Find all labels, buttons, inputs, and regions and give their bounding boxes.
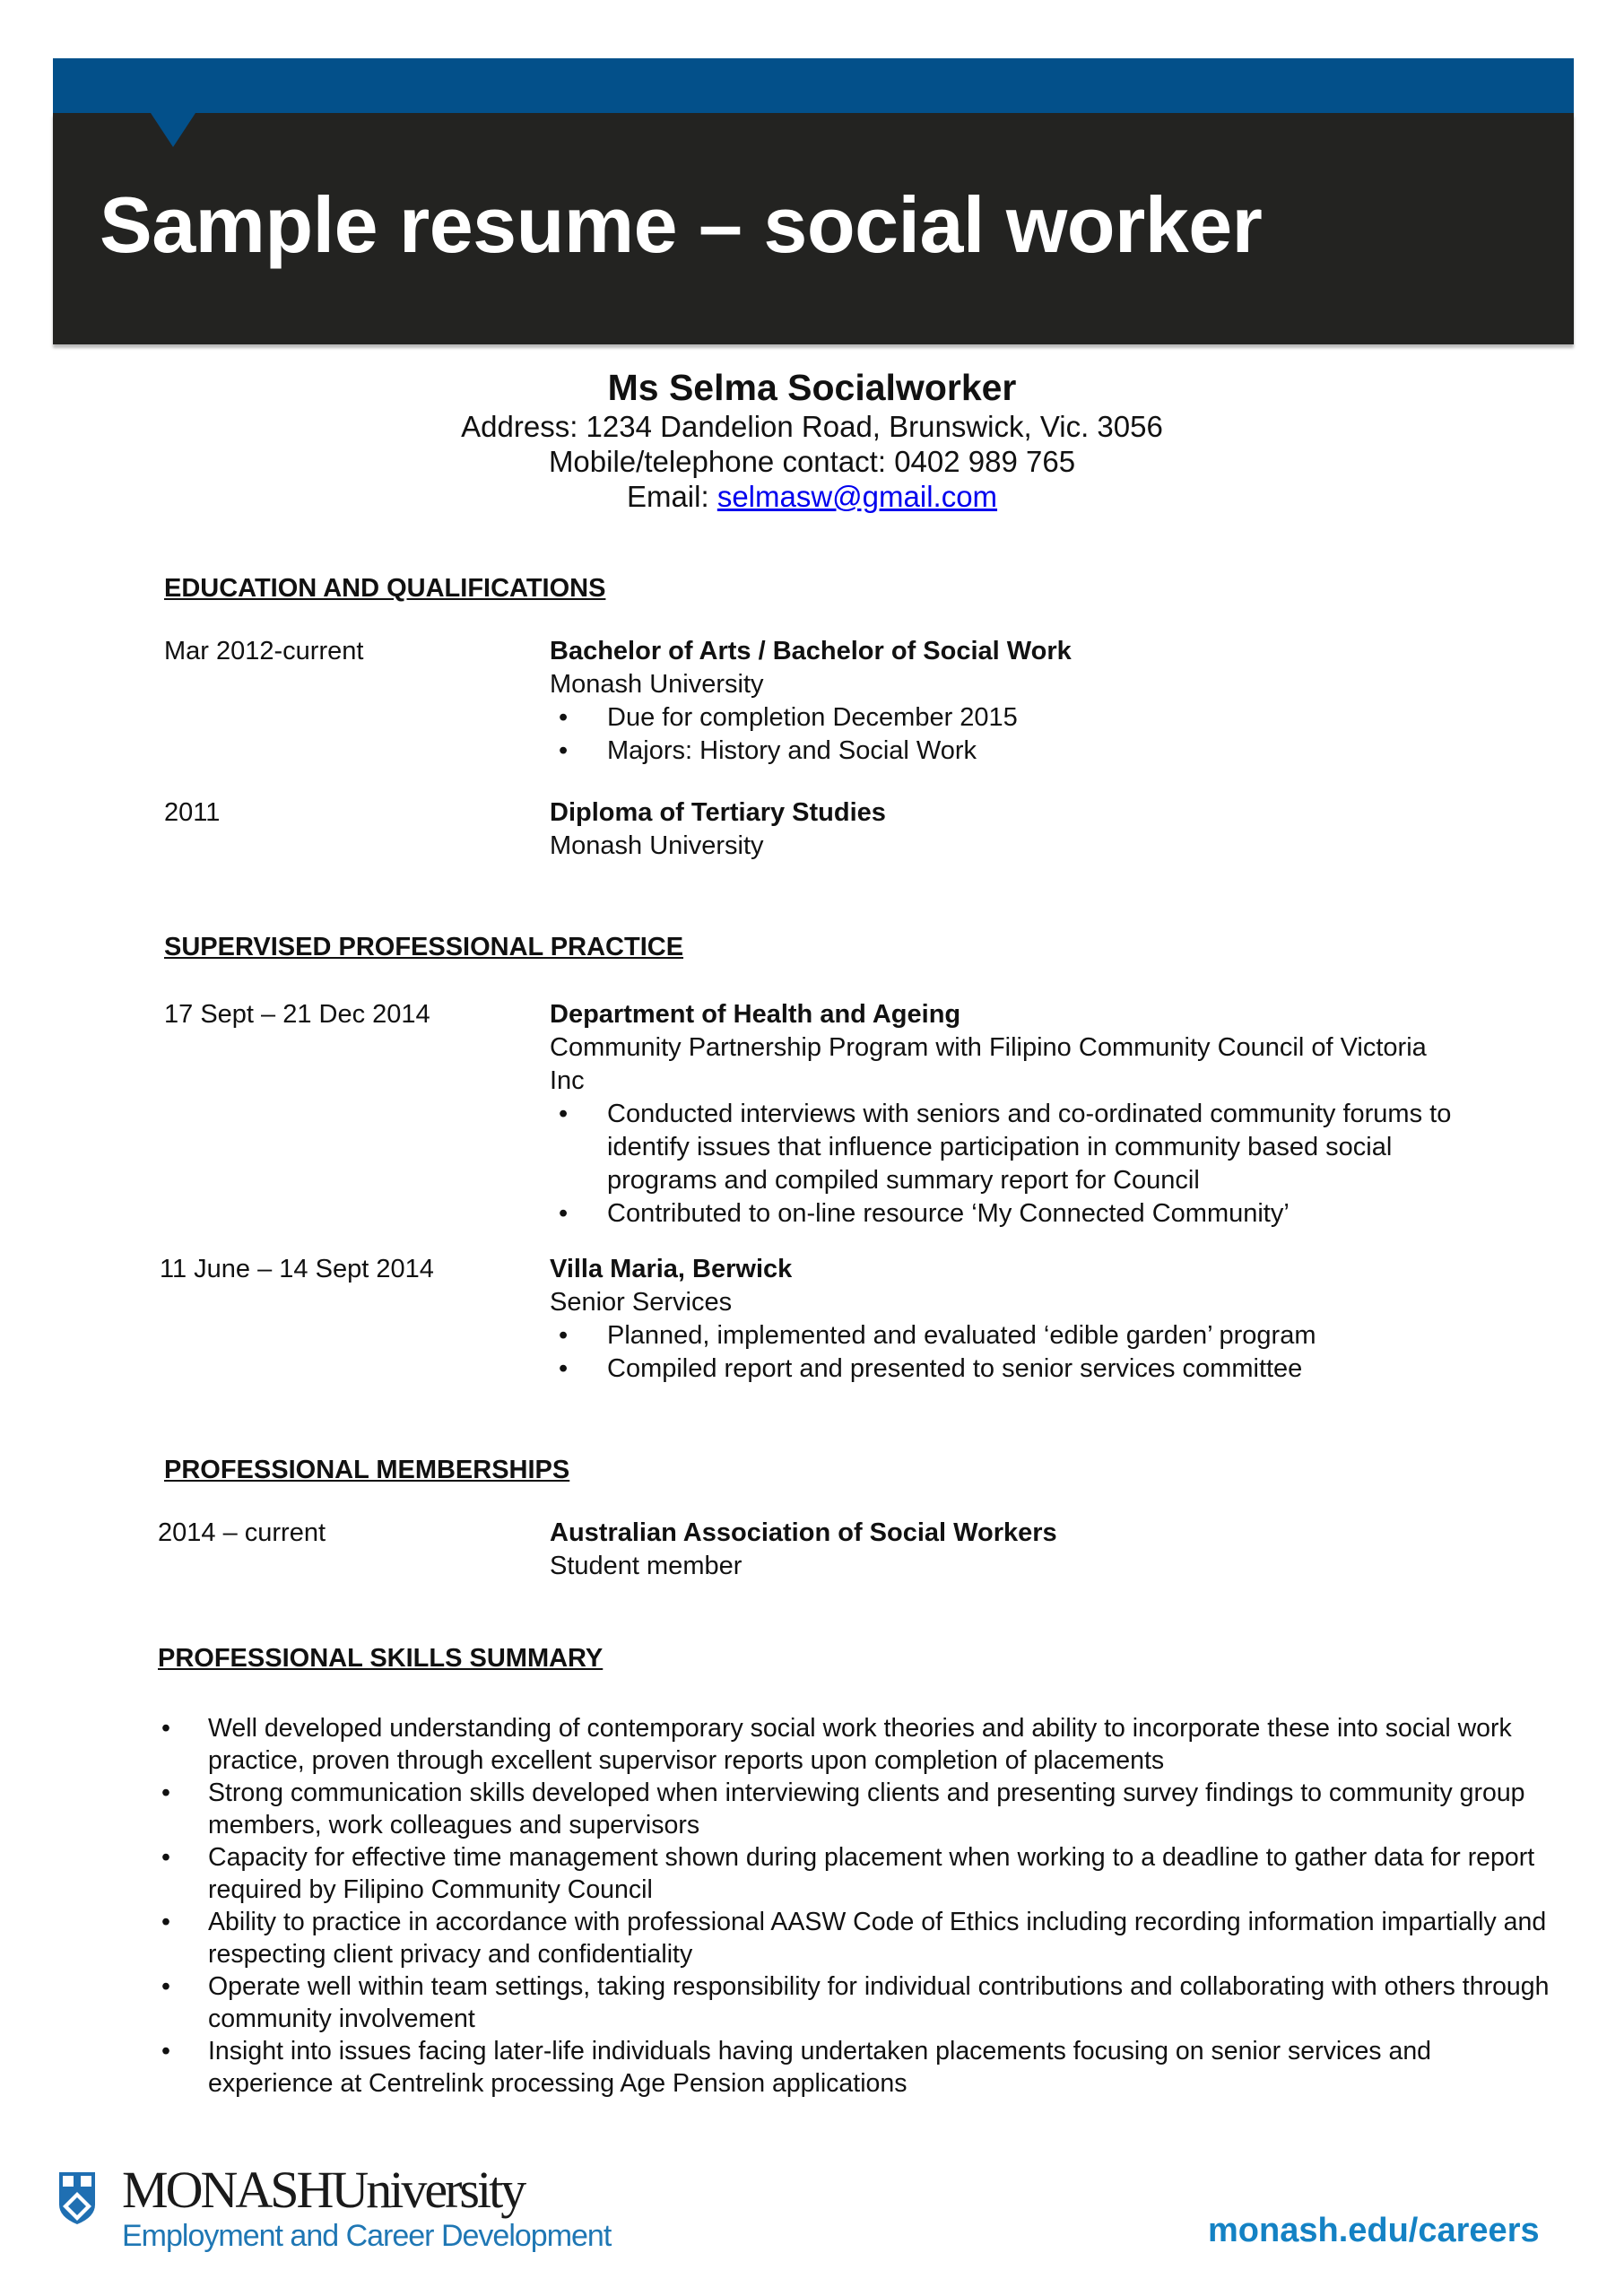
membership-entry bbox=[158, 1517, 1552, 1588]
bullet-icon: • bbox=[559, 1100, 569, 1128]
applicant-name: Ms Selma Socialworker bbox=[607, 367, 1017, 408]
list-item bbox=[550, 1098, 1482, 1197]
bullet-icon: • bbox=[161, 1972, 170, 2001]
bullet-text: Strong communication skills developed when interviewing clients and presenting survey findings to community group members, work colleagues and supervisors bbox=[208, 1779, 1525, 1839]
logo-main: MONASH bbox=[122, 2161, 332, 2219]
bullet-icon: • bbox=[161, 2037, 170, 2066]
list-item bbox=[550, 735, 1491, 768]
list-item bbox=[550, 1319, 1491, 1352]
logo-sub: University bbox=[331, 2161, 525, 2219]
entry-org: Senior Services bbox=[550, 1288, 733, 1317]
bullet-icon: • bbox=[559, 1321, 569, 1350]
bullet-icon: • bbox=[161, 1779, 170, 1807]
bullet-icon: • bbox=[161, 1714, 170, 1743]
entry-org: Community Partnership Program with Filipino Community Council of Victoria Inc bbox=[550, 1033, 1427, 1095]
bullet-text: Due for completion December 2015 bbox=[607, 703, 1018, 732]
section-heading: PROFESSIONAL SKILLS SUMMARY bbox=[158, 1644, 604, 1673]
entry-date: 2011 bbox=[164, 798, 221, 827]
bullet-icon: • bbox=[559, 1199, 569, 1228]
education-heading bbox=[164, 572, 605, 605]
phone: Mobile/telephone contact: 0402 989 765 bbox=[548, 445, 1076, 478]
memberships-heading bbox=[164, 1454, 569, 1487]
entry-date: 11 June – 14 Sept 2014 bbox=[160, 1255, 434, 1283]
practice-entry bbox=[164, 998, 1554, 1249]
bullet-text: Conducted interviews with seniors and co-ordinated community forums to identify issues that influence participation in community based social programs and compiled summary report for Council bbox=[607, 1100, 1452, 1195]
list-item bbox=[158, 2035, 1557, 2100]
practice-heading bbox=[164, 931, 683, 964]
bullet-text: Majors: History and Social Work bbox=[607, 736, 977, 765]
education-entry bbox=[164, 635, 1554, 770]
entry-title: Diploma of Tertiary Studies bbox=[550, 798, 886, 827]
entry-title: Villa Maria, Berwick bbox=[550, 1255, 793, 1283]
bullet-text: Compiled report and presented to senior services committee bbox=[607, 1354, 1303, 1383]
entry-date: 17 Sept – 21 Dec 2014 bbox=[164, 1000, 430, 1029]
list-item bbox=[158, 1906, 1557, 1970]
list-item bbox=[550, 701, 1491, 735]
section-heading: EDUCATION AND QUALIFICATIONS bbox=[164, 574, 606, 603]
email-label: Email: bbox=[626, 480, 717, 513]
monash-wordmark bbox=[122, 2160, 524, 2220]
section-heading: SUPERVISED PROFESSIONAL PRACTICE bbox=[164, 933, 684, 961]
skills-heading bbox=[158, 1642, 603, 1675]
bullet-icon: • bbox=[559, 703, 569, 732]
entry-title: Australian Association of Social Workers bbox=[550, 1518, 1057, 1547]
bullet-text: Insight into issues facing later-life individuals having undertaken placements focusing on senior services and experience at Centrelink processing Age Pension applications bbox=[208, 2037, 1432, 2098]
entry-org: Student member bbox=[550, 1552, 743, 1580]
list-item bbox=[158, 1841, 1557, 1906]
bullet-icon: • bbox=[161, 1908, 170, 1936]
entry-org: Monash University bbox=[550, 670, 764, 699]
list-item bbox=[158, 1970, 1557, 2035]
education-entry bbox=[164, 796, 1554, 868]
contact-block bbox=[0, 366, 1624, 514]
list-item bbox=[550, 1197, 1482, 1231]
bullet-text: Operate well within team settings, taking responsibility for individual contributions and collaborating with others through community involvement bbox=[208, 1972, 1550, 2033]
bullet-text: Contributed to on-line resource ‘My Connected Community’ bbox=[607, 1199, 1290, 1228]
entry-title: Department of Health and Ageing bbox=[550, 1000, 961, 1029]
entry-date: Mar 2012-current bbox=[164, 637, 364, 665]
page-title: Sample resume – social worker bbox=[100, 180, 1263, 269]
entry-date: 2014 – current bbox=[158, 1518, 326, 1547]
list-item bbox=[158, 1777, 1557, 1841]
bullet-icon: • bbox=[559, 1354, 569, 1383]
header-notch bbox=[151, 113, 195, 147]
department-name: Employment and Career Development bbox=[122, 2219, 612, 2253]
section-heading: PROFESSIONAL MEMBERSHIPS bbox=[164, 1456, 570, 1484]
careers-url[interactable]: monash.edu/careers bbox=[1208, 2212, 1540, 2249]
skills-list bbox=[158, 1712, 1557, 2100]
bullet-text: Well developed understanding of contemporary social work theories and ability to incorporate these into social work practice, proven through excellent supervisor reports upon completion of placements bbox=[208, 1714, 1512, 1775]
entry-title: Bachelor of Arts / Bachelor of Social Work bbox=[550, 637, 1072, 665]
list-item bbox=[158, 1712, 1557, 1777]
practice-entry bbox=[160, 1253, 1554, 1387]
bullet-icon: • bbox=[559, 736, 569, 765]
bullet-text: Ability to practice in accordance with professional AASW Code of Ethics including recording information impartially and respecting client privacy and confidentiality bbox=[208, 1908, 1547, 1969]
entry-org: Monash University bbox=[550, 831, 764, 860]
email-line bbox=[0, 479, 1624, 514]
list-item bbox=[550, 1352, 1491, 1386]
bullet-text: Planned, implemented and evaluated ‘edible garden’ program bbox=[607, 1321, 1316, 1350]
email-link[interactable]: selmasw@gmail.com bbox=[716, 480, 998, 513]
bullet-text: Capacity for effective time management shown during placement when working to a deadline to gather data for report required by Filipino Community Council bbox=[208, 1843, 1535, 1904]
bullet-icon: • bbox=[161, 1843, 170, 1872]
monash-crest-icon bbox=[57, 2170, 97, 2226]
address: Address: 1234 Dandelion Road, Brunswick, Vic. 3056 bbox=[461, 410, 1163, 443]
header-blue-band bbox=[53, 58, 1574, 114]
